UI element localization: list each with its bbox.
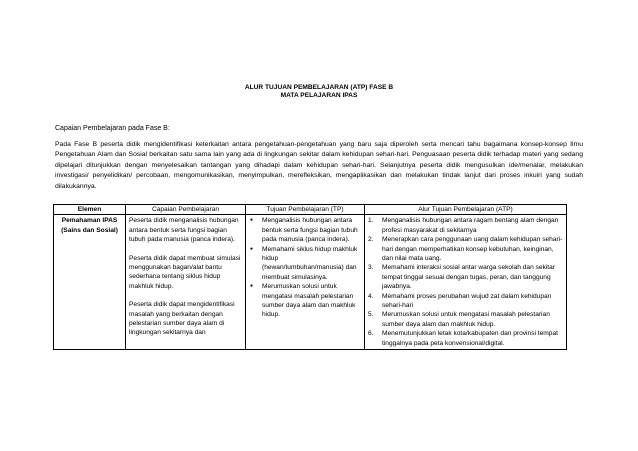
- table-row: [54, 215, 567, 350]
- section-heading: Capaian Pembelajaran pada Fase B:: [55, 125, 170, 132]
- list-item: ● Merumuskan solusi untuk mengatasi masalah pelestarian sumber daya alam dan makhluk hidup.: [249, 282, 361, 320]
- list-item: [368, 235, 563, 263]
- list-item: [368, 216, 563, 235]
- item-text: Merumuskan solusi untuk mengatasi masalah pelestarian sumber daya alam dan makhluk hidup.: [382, 311, 550, 328]
- list-item: [368, 263, 563, 291]
- item-number: 4.: [368, 292, 374, 300]
- tujuan-cell: [246, 215, 365, 350]
- header-atp: Alur Tujuan Pembelajaran (ATP): [365, 205, 567, 215]
- item-number: 5.: [368, 311, 374, 319]
- document-title: ALUR TUJUAN PEMBELAJARAN (ATP) FASE B: [244, 84, 394, 91]
- list-item: ● Menganalisis hubungan antara bentuk serta fungsi bagian tubuh pada manusia (panca indera).: [249, 216, 361, 244]
- item-number: 2.: [368, 236, 374, 244]
- atp-table: [53, 204, 567, 350]
- item-text: Menemutunjukkan letak kota/kabupaten dan provinsi tempat tinggalnya pada peta konvensional/digital.: [382, 330, 558, 347]
- tujuan-list: [249, 216, 361, 319]
- item-text: Memahami interaksi sosial antar warga sekolah dan sekitar tempat tinggal sesuai dengan tugas, peran, dan tanggung jawabnya.: [382, 264, 555, 291]
- header-tujuan: Tujuan Pembelajaran (TP): [246, 205, 365, 215]
- elemen-cell: [54, 215, 126, 350]
- elemen-name: Pemahaman IPAS: [61, 217, 118, 225]
- header-capaian: Capaian Pembelajaran: [126, 205, 246, 215]
- capaian-item: Peserta didik dapat mengidentifikasi masalah yang berkaitan dengan pelestarian sumber daya alam di lingkungan sekitarnya dan: [129, 301, 235, 337]
- item-number: 3.: [368, 264, 374, 272]
- capaian-item: Peserta didik menganalisis hubungan antara bentuk serta fungsi bagian tubuh pada manusia (panca indera).: [129, 217, 239, 244]
- elemen-subname: (Sains dan Sosial): [61, 226, 118, 234]
- header-elemen: Elemen: [54, 205, 126, 215]
- item-text: Memahami proses perubahan wujud zat dalam kehidupan sehari-hari: [382, 292, 552, 310]
- list-item: [368, 329, 563, 348]
- item-number: 1.: [368, 217, 374, 225]
- capaian-cell: [126, 215, 246, 350]
- item-text: Menerapkan cara penggunaan uang dalam kehidupan sehari-hari dengan memperhatikan konsep kebutuhan, keinginan, dan nilai mata uang.: [382, 236, 563, 263]
- atp-list: [368, 216, 563, 348]
- capaian-item: Peserta didik dapat membuat simulasi menggunakan bagan/alat bantu sederhana tentang siklus hidup makhluk hidup.: [129, 254, 241, 290]
- description-paragraph: Pada Fase B peserta didik mengidentifikasi keterkaitan antara pengetahuan-pengetahuan yang baru saja diperoleh serta mencari tahu bagaimana konsep-konsep Ilmu Pengetahuan Alam dan Sosial berkaitan satu sama lain yang ada di lingkungan sekitar dalam kehidupan sehari-hari. Penguasaan peserta didik terhadap materi yang sedang dipelajari ditunjukkan dengan menyelesaikan tantangan yang dihadapi dalam kehidupan sehari-hari. Selanjutnya peserta didik mengusulkan ide/menalar, melakukan investigasi/ penyelidikan/ percobaan, mengomunikasikan, menyimpulkan, merefleksikan, mengaplikasikan dan melakukan tindak lanjut dari proses inkuiri yang sudah dilakukannya.: [55, 141, 583, 190]
- table-header-row: [54, 205, 567, 215]
- item-text: Menganalisis hubungan antara ragam bentang alam dengan profesi masyarakat di sekitarnya: [382, 217, 559, 234]
- list-item: [368, 292, 563, 311]
- item-number: 6.: [368, 330, 374, 338]
- atp-cell: [365, 215, 567, 350]
- list-item: ● Memahami siklus hidup makhluk hidup (hewan/tumbuhan/manusia) dan membuat simulasinya.: [249, 245, 361, 283]
- list-item: [368, 310, 563, 329]
- document-subtitle: MATA PELAJARAN IPAS: [280, 92, 358, 99]
